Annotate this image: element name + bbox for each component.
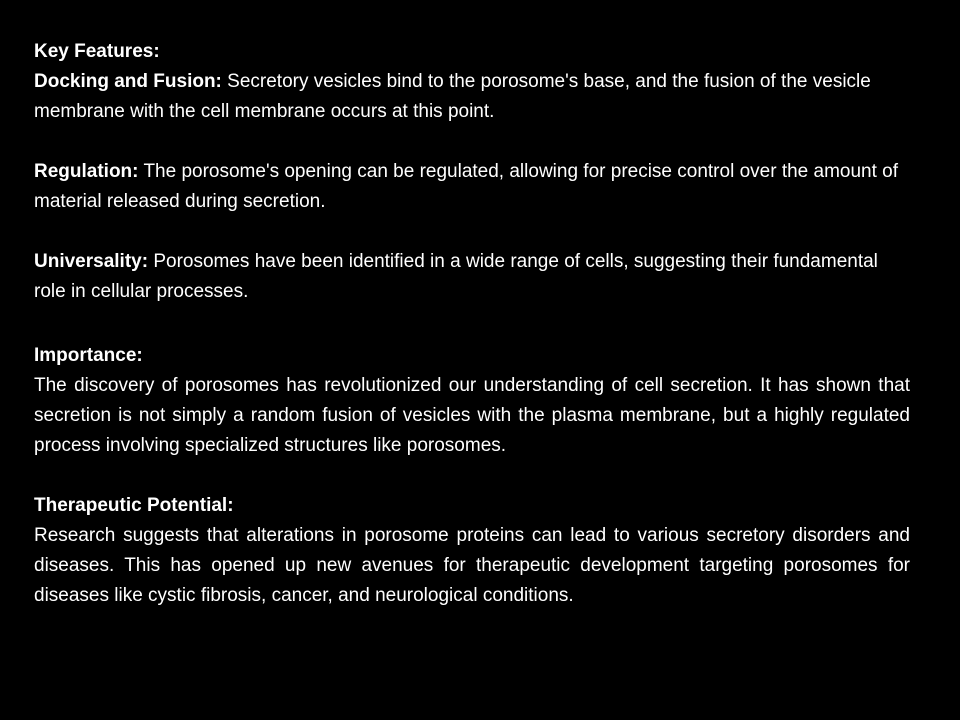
feature-label: Docking and Fusion: (34, 71, 222, 92)
importance-heading: Importance: (34, 345, 143, 366)
feature-regulation (34, 157, 910, 217)
feature-text: The porosome's opening can be regulated, allowing for precise control over the amount of material released during secretion. (34, 161, 899, 212)
therapeutic-heading: Therapeutic Potential: (34, 495, 234, 516)
spacer (34, 127, 910, 157)
feature-label: Universality: (34, 251, 149, 272)
importance-text: The discovery of porosomes has revolutionized our understanding of cell secretion. It has shown that secretion is not simply a random fusion of vesicles with the plasma membrane, but a highly regulated process involving specialized structures like porosomes. (34, 375, 910, 456)
feature-text: Secretory vesicles bind to the porosome's base, and the fusion of the vesicle membrane with the cell membrane occurs at this point. (34, 71, 871, 122)
spacer (34, 461, 910, 491)
feature-text: Porosomes have been identified in a wide range of cells, suggesting their fundamental role in cellular processes. (34, 251, 878, 302)
spacer (34, 307, 910, 341)
feature-label: Regulation: (34, 161, 139, 182)
key-features-heading: Key Features: (34, 41, 160, 62)
feature-docking-fusion (34, 67, 910, 127)
therapeutic-text: Research suggests that alterations in porosome proteins can lead to various secretory disorders and diseases. This has opened up new avenues for therapeutic development targeting porosomes for diseases like cystic fibrosis, cancer, and neurological conditions. (34, 525, 910, 606)
spacer (34, 217, 910, 247)
feature-universality (34, 247, 910, 307)
